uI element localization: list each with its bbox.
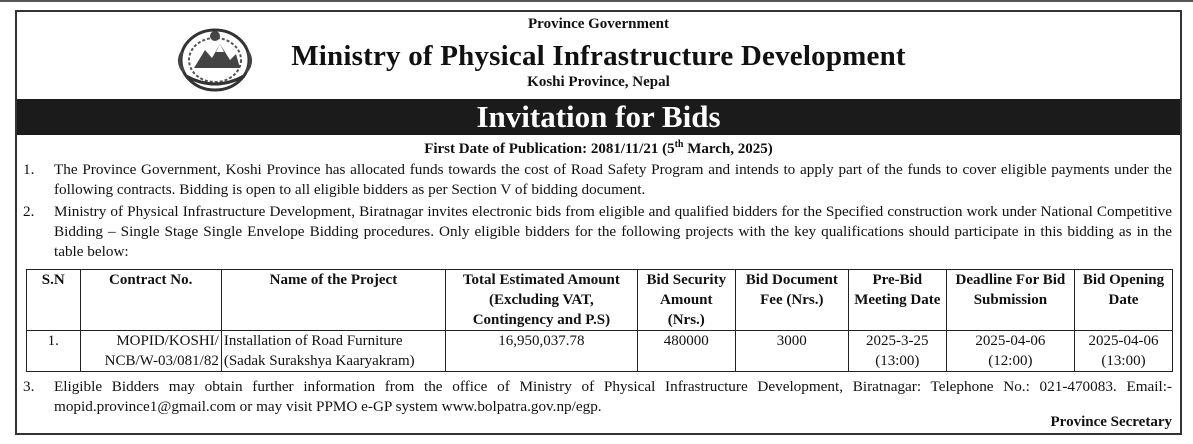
- cell-bid-security: 480000: [637, 331, 735, 372]
- paragraph-3: [23, 377, 1172, 417]
- notice-frame: [15, 10, 1182, 435]
- paragraph-number: 3.: [23, 378, 35, 395]
- paragraph-text: Eligible Bidders may obtain further information from the office of Ministry of Physical Infrastructure Development, Biratnagar: Telephone No.: 021-470083. Email:-mopid.province1@gmail.com or may visit PPMO e-GP system www.bolpatra.gov.np/egp.: [54, 378, 1172, 415]
- paragraph-text: The Province Government, Koshi Province has allocated funds towards the cost of Road Safety Program and intends to apply part of the funds to cover eligible payments under the following contracts. Bidding is open to all eligible bidders as per Section V of bidding document.: [54, 161, 1172, 198]
- invitation-title: Invitation for Bids: [17, 99, 1180, 135]
- cell-deadline: 2025-04-06 (12:00): [946, 331, 1074, 372]
- bids-table: [26, 269, 1173, 372]
- header-sn: S.N: [27, 270, 81, 331]
- signature-label: Province Secretary: [1050, 414, 1172, 430]
- paragraph-1: [23, 160, 1172, 200]
- top-rule: [0, 0, 1193, 6]
- ministry-title: Ministry of Physical Infrastructure Development: [291, 40, 906, 72]
- province-government-label: Province Government: [528, 16, 669, 32]
- paragraph-2: [23, 202, 1172, 262]
- header-estimated-amount: Total Estimated Amount (Excluding VAT, Contingency and P.S): [445, 270, 637, 331]
- paragraph-number: 1.: [23, 161, 35, 178]
- cell-project-name: Installation of Road Furniture (Sadak Surakshya Kaaryakram): [221, 331, 445, 372]
- cell-prebid-date: 2025-3-25 (13:00): [848, 331, 946, 372]
- table-row: [27, 331, 1173, 372]
- table-header-row: [27, 270, 1173, 331]
- first-publication-date: First Date of Publication: 2081/11/21 (5th March, 2025): [424, 139, 773, 157]
- header-prebid-date: Pre-Bid Meeting Date: [848, 270, 946, 331]
- location-label: Koshi Province, Nepal: [527, 74, 670, 90]
- paragraph-number: 2.: [23, 203, 35, 220]
- header-project-name: Name of the Project: [221, 270, 445, 331]
- header-document-fee: Bid Document Fee (Nrs.): [735, 270, 848, 331]
- cell-opening-date: 2025-04-06 (13:00): [1074, 331, 1172, 372]
- cell-document-fee: 3000: [735, 331, 848, 372]
- header-contract-no: Contract No.: [80, 270, 221, 331]
- header-opening-date: Bid Opening Date: [1074, 270, 1172, 331]
- cell-sn: 1.: [27, 331, 81, 372]
- cell-contract-no: MOPID/KOSHI/ NCB/W-03/081/82: [80, 331, 221, 372]
- paragraph-text: Ministry of Physical Infrastructure Development, Biratnagar invites electronic bids from eligible and qualified bidders for the Specified construction work under National Competitive Bidding – Single Stage Single Envelope Bidding procedures. Only eligible bidders for the following projects with the key qualifications should participate in this bidding as in the table below:: [54, 203, 1172, 260]
- header-bid-security: Bid Security Amount (Nrs.): [637, 270, 735, 331]
- header-deadline: Deadline For Bid Submission: [946, 270, 1074, 331]
- cell-estimated-amount: 16,950,037.78: [445, 331, 637, 372]
